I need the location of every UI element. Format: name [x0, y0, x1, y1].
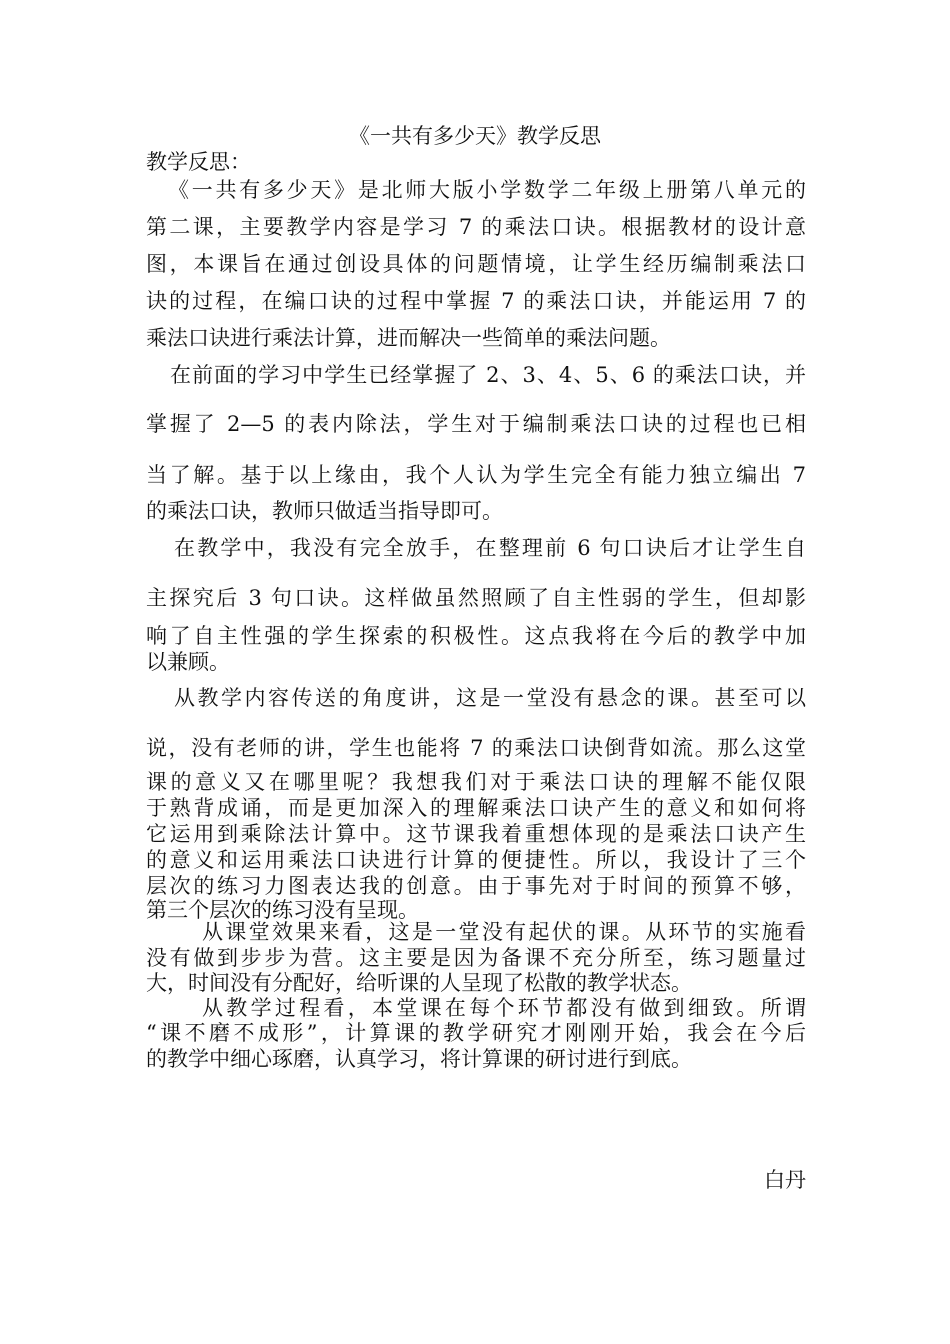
text-line: 课的意义又在哪里呢？我想我们对于乘法口诀的理解不能仅限	[146, 770, 806, 794]
text-line: 在前面的学习中学生已经掌握了 2、3、4、5、6 的乘法口诀，并	[170, 363, 806, 387]
text-line: 乘法口诀进行乘法计算，进而解决一些简单的乘法问题。	[146, 326, 671, 350]
author-signature: 白丹	[764, 1168, 806, 1192]
text-line: 第三个层次的练习没有呈现。	[146, 898, 419, 922]
text-line: 图，本课旨在通过创设具体的问题情境，让学生经历编制乘法口	[146, 252, 806, 276]
text-line: 《一共有多少天》是北师大版小学数学二年级上册第八单元的	[168, 178, 806, 202]
text-line: 大，时间没有分配好，给听课的人呈现了松散的教学状态。	[146, 971, 692, 995]
text-line: 从课堂效果来看，这是一堂没有起伏的课。从环节的实施看	[202, 920, 806, 944]
text-line: 的乘法口诀，教师只做适当指导即可。	[146, 499, 503, 523]
text-line: 的意义和运用乘法口诀进行计算的便捷性。所以，我设计了三个	[146, 848, 806, 872]
text-line: 层次的练习力图表达我的创意。由于事先对于时间的预算不够，	[146, 874, 806, 898]
text-line: 说，没有老师的讲，学生也能将 7 的乘法口诀倒背如流。那么这堂	[146, 736, 806, 760]
text-line: 第二课，主要教学内容是学习 7 的乘法口诀。根据教材的设计意	[146, 215, 806, 239]
text-line: 从教学内容传送的角度讲，这是一堂没有悬念的课。甚至可以	[174, 686, 806, 710]
text-line: 的教学中细心琢磨，认真学习，将计算课的研讨进行到底。	[146, 1047, 692, 1071]
text-line: 于熟背成诵，而是更加深入的理解乘法口诀产生的意义和如何将	[146, 796, 806, 820]
text-line: 掌握了 2—5 的表内除法，学生对于编制乘法口诀的过程也已相	[146, 412, 806, 436]
text-line: 从教学过程看，本堂课在每个环节都没有做到细致。所谓	[202, 996, 806, 1020]
document-title: 《一共有多少天》教学反思	[349, 124, 601, 148]
text-line: 响了自主性强的学生探索的积极性。这点我将在今后的教学中加	[146, 624, 806, 648]
text-line: 以兼顾。	[146, 650, 230, 674]
text-line: 主探究后 3 句口诀。这样做虽然照顾了自主性弱的学生，但却影	[146, 586, 806, 610]
text-line: “课不磨不成形”，计算课的教学研究才刚刚开始，我会在今后	[146, 1021, 806, 1045]
text-line: 在教学中，我没有完全放手，在整理前 6 句口诀后才让学生自	[174, 536, 806, 560]
text-line: 当了解。基于以上缘由，我个人认为学生完全有能力独立编出 7	[146, 463, 806, 487]
text-line: 它运用到乘除法计算中。这节课我着重想体现的是乘法口诀产生	[146, 822, 806, 846]
section-heading: 教学反思：	[146, 150, 251, 174]
text-line: 诀的过程，在编口诀的过程中掌握 7 的乘法口诀，并能运用 7 的	[146, 289, 806, 313]
text-line: 没有做到步步为营。这主要是因为备课不充分所至，练习题量过	[146, 946, 806, 970]
